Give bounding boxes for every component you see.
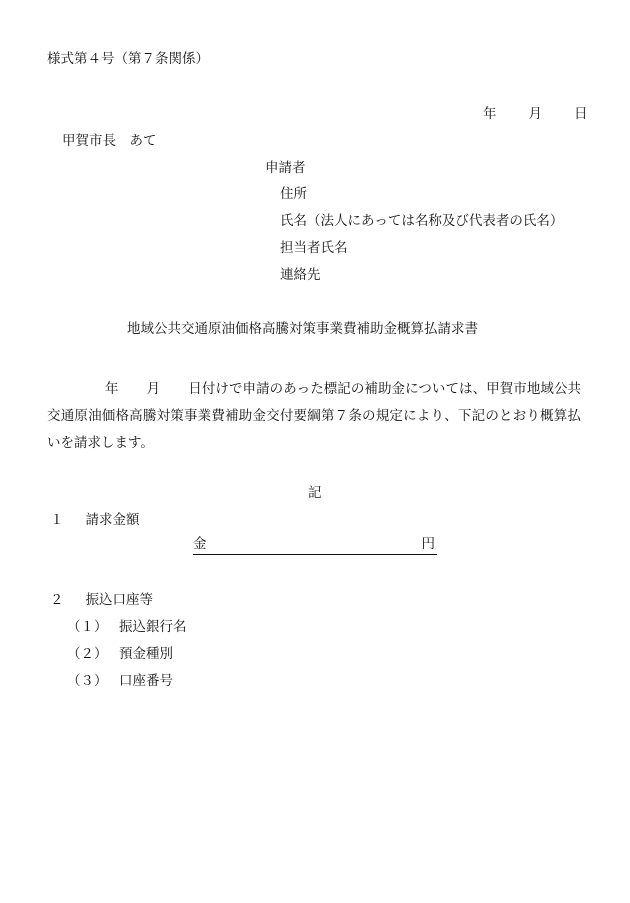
subitem-bank-name [67,621,187,635]
date-month-label: 月 [528,106,542,122]
item-request-amount [50,514,140,528]
contact-person-label: 担当者氏名 [280,240,348,256]
subitem-label: 振込銀行名 [119,619,187,635]
request-paragraph [47,376,581,457]
subitem-label: 口座番号 [119,673,173,689]
date-line [483,108,588,122]
item-bank-account [50,594,153,608]
amount-field [193,538,437,555]
item-label: 請求金額 [85,512,140,528]
applicant-heading: 申請者 [265,160,306,176]
amount-prefix: 金 [193,536,207,552]
subitem-number: （２） [67,646,108,662]
subitem-number: （１） [67,619,108,635]
amount-suffix: 円 [421,536,435,552]
form-number: 様式第４号（第７条関係） [47,51,209,67]
item-number: １ [50,512,64,528]
contact-label: 連絡先 [280,267,321,283]
name-label: 氏名（法人にあっては名称及び代表者の氏名） [280,213,564,229]
body-month-label: 月 [146,381,161,397]
addressee: 甲賀市長 あて [62,133,157,149]
date-year-label: 年 [483,106,497,122]
body-year-label: 年 [105,381,119,397]
address-label: 住所 [280,186,307,202]
date-day-label: 日 [574,106,588,122]
subitem-account-number [67,675,173,689]
document-title: 地域公共交通原油価格高騰対策事業費補助金概算払請求書 [127,321,478,337]
subitem-label: 預金種別 [119,646,173,662]
subitem-number: （３） [67,673,108,689]
ki-heading: 記 [308,485,322,501]
subitem-deposit-type [67,648,173,662]
item-label: 振込口座等 [85,592,153,608]
body-text: 日付けで申請のあった標記の補助金については、甲賀市地域公共交通原油価格高騰対策事業費補助金交付要綱第７条の規定により、下記のとおり概算払いを請求します。 [47,381,582,451]
item-number: ２ [50,592,64,608]
